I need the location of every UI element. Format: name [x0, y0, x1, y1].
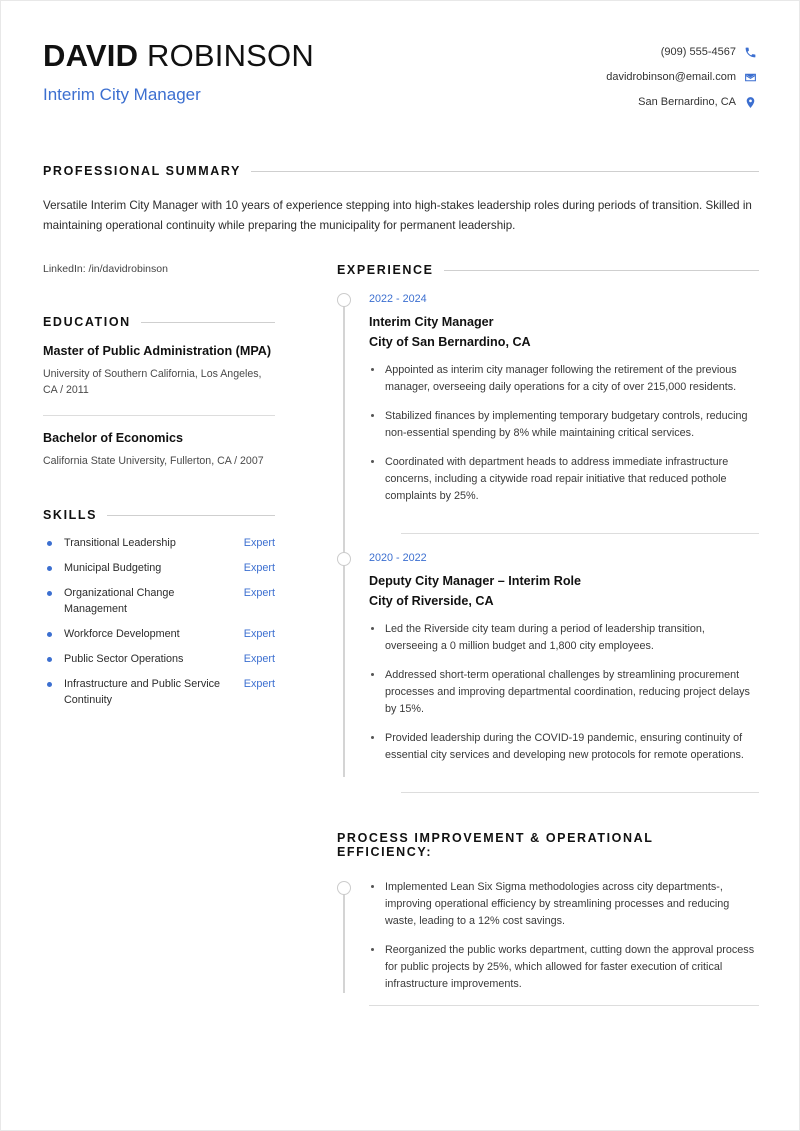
education-section — [43, 315, 275, 469]
skills-heading: SKILLS — [43, 508, 98, 522]
bullet-icon — [47, 632, 52, 637]
experience-company: City of Riverside, CA — [369, 594, 494, 608]
skill-item — [43, 626, 275, 642]
map-pin-icon — [744, 96, 757, 109]
experience-bullet: Stabilized finances by implementing temporary budgetary controls, reducing non-essential spending by 8% while maintaining critical services. — [369, 408, 759, 442]
contact-email-text: davidrobinson@email.com — [606, 71, 736, 83]
education-divider — [43, 415, 275, 416]
skill-name: Municipal Budgeting — [64, 562, 162, 574]
education-heading-rule — [141, 322, 275, 323]
left-column — [43, 315, 275, 717]
education-school: California State University, Fullerton, CA / 2007 — [43, 455, 264, 467]
experience-dates: 2020 - 2022 — [369, 552, 427, 564]
process-improvement-item — [369, 879, 759, 993]
skill-name: Workforce Development — [64, 628, 180, 640]
summary-heading: PROFESSIONAL SUMMARY — [43, 164, 241, 178]
experience-bullet: Led the Riverside city team during a period of leadership transition, overseeing a 0 million budget and 1,800 city employees. — [369, 621, 759, 655]
education-degree: Master of Public Administration (MPA) — [43, 344, 272, 358]
experience-bullet: Appointed as interim city manager following the retirement of the previous manager, overseeing daily operations for a city of over 215,000 residents. — [369, 362, 759, 396]
process-improvement-bullet: Reorganized the public works department, cutting down the approval process for public projects by 25%, which allowed for faster execution of critical infrastructure improvements. — [369, 942, 759, 993]
skill-item — [43, 535, 275, 551]
summary-heading-rule — [251, 171, 759, 172]
phone-icon — [744, 46, 757, 59]
skill-item — [43, 585, 275, 617]
timeline-line — [343, 889, 345, 993]
skill-level: Expert — [243, 653, 275, 665]
skill-level: Expert — [243, 678, 275, 690]
skill-name: Transitional Leadership — [64, 537, 176, 549]
contact-email-row[interactable] — [606, 66, 757, 88]
skills-section — [43, 508, 275, 708]
job-title: Interim City Manager — [43, 85, 201, 104]
full-name — [43, 37, 314, 75]
bullet-icon — [47, 541, 52, 546]
process-improvement-bullets — [369, 879, 759, 993]
envelope-icon — [744, 71, 757, 84]
bullet-icon — [47, 591, 52, 596]
process-improvement-timeline — [337, 879, 759, 993]
bullet-icon — [47, 682, 52, 687]
bullet-icon — [47, 657, 52, 662]
experience-timeline — [337, 291, 759, 793]
experience-bullet: Coordinated with department heads to address immediate infrastructure concerns, including a citywide road repair initiative that reduced pothole complaints by 25%. — [369, 454, 759, 505]
first-name: DAVID — [43, 38, 139, 73]
right-column — [337, 263, 759, 1006]
education-degree: Bachelor of Economics — [43, 431, 183, 445]
experience-divider — [401, 792, 759, 793]
process-improvement-section-header — [337, 831, 759, 859]
education-entry — [43, 430, 275, 469]
experience-heading: EXPERIENCE — [337, 263, 434, 277]
professional-summary-section — [43, 164, 759, 236]
experience-divider — [401, 533, 759, 534]
experience-role: Deputy City Manager – Interim Role — [369, 574, 582, 588]
summary-section-header — [43, 164, 759, 178]
skill-name: Infrastructure and Public Service Continuity — [64, 678, 221, 706]
skills-section-header — [43, 508, 275, 522]
contact-phone-row[interactable] — [606, 41, 757, 63]
skill-name: Organizational Change Management — [64, 587, 175, 615]
experience-item — [369, 291, 759, 533]
experience-bullets — [369, 621, 759, 764]
contact-phone-text: (909) 555-4567 — [660, 46, 736, 58]
skill-item — [43, 676, 275, 708]
name-block — [43, 37, 314, 106]
summary-text: Versatile Interim City Manager with 10 years of experience stepping into high-stakes leadership roles during periods of transition. Skilled in maintaining operational continuity while preparing the municipality for permanent leadership. — [43, 199, 752, 232]
skill-name: Public Sector Operations — [64, 653, 184, 665]
skill-level: Expert — [243, 562, 275, 574]
contact-location-text: San Bernardino, CA — [638, 96, 736, 108]
skills-list — [43, 535, 275, 708]
experience-section-header — [337, 263, 759, 277]
timeline-dot-icon — [337, 552, 351, 566]
experience-company: City of San Bernardino, CA — [369, 335, 531, 349]
process-improvement-section — [337, 831, 759, 1006]
process-improvement-divider — [369, 1005, 759, 1006]
last-name: ROBINSON — [146, 38, 314, 73]
experience-item — [369, 550, 759, 792]
resume-header — [43, 37, 757, 123]
experience-bullet: Provided leadership during the COVID-19 pandemic, ensuring continuity of essential city services and developing new protocols for remote operations. — [369, 730, 759, 764]
experience-heading-rule — [444, 270, 759, 271]
experience-bullet: Addressed short-term operational challenges by streamlining procurement processes and improving departmental coordination, reducing project delays by 15%. — [369, 667, 759, 718]
skill-level: Expert — [243, 587, 275, 599]
timeline-line — [343, 301, 345, 777]
experience-section — [337, 263, 759, 793]
skills-heading-rule — [107, 515, 275, 516]
experience-dates: 2022 - 2024 — [369, 293, 427, 305]
skill-item — [43, 651, 275, 667]
timeline-dot-icon — [337, 293, 351, 307]
timeline-dot-icon — [337, 881, 351, 895]
skill-level: Expert — [243, 628, 275, 640]
bullet-icon — [47, 566, 52, 571]
experience-role: Interim City Manager — [369, 315, 494, 329]
education-heading: EDUCATION — [43, 315, 131, 329]
contact-block — [606, 41, 757, 116]
skill-level: Expert — [243, 537, 275, 549]
experience-bullets — [369, 362, 759, 505]
education-school: University of Southern California, Los Angeles, CA / 2011 — [43, 368, 262, 396]
process-improvement-bullet: Implemented Lean Six Sigma methodologies across city departments-, improving operational efficiency by streamlining processes and reducing waste, leading to a 12% cost savings. — [369, 879, 759, 930]
contact-location-row[interactable] — [606, 91, 757, 113]
linkedin-line[interactable]: LinkedIn: /in/davidrobinson — [43, 263, 168, 275]
education-entry — [43, 343, 275, 398]
education-section-header — [43, 315, 275, 329]
process-improvement-heading: PROCESS IMPROVEMENT & OPERATIONAL EFFICIENCY: — [337, 831, 654, 859]
skill-item — [43, 560, 275, 576]
